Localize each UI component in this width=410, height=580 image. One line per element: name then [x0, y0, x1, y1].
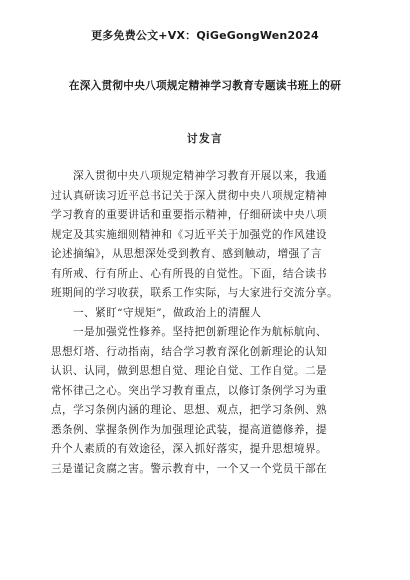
body-line: 规定及其实施细则精神和《习近平关于加强党的作风建设: [51, 228, 328, 241]
document-title-line-2: 讨发言: [186, 133, 224, 145]
body-line: 点，学习条例内涵的理论、思想、观点，把学习条例、熟: [51, 404, 328, 416]
body-line: 升个人素质的有效途径，深入抓好落实，提升思想境界。: [51, 443, 328, 455]
watermark-header: 更多免费公文+VX：QiGeGongWen2024: [91, 29, 319, 42]
body-line: 常怀律己之心。突出学习教育重点，以修订条例学习为重: [51, 384, 328, 397]
body-line: 论述摘编》，从思想深处受到教育、感到触动，增强了言: [51, 248, 322, 260]
document-body: [51, 167, 359, 479]
body-line: 学习教育的重要讲话和重要指示精神，仔细研读中央八项: [51, 209, 328, 221]
body-line: 思想灯塔、行动指南，结合学习教育深化创新理论的认知: [51, 345, 328, 358]
section-heading: 一、紧盯“守规矩”，做政治上的清醒人: [73, 306, 262, 319]
body-line: 三是谨记贪腐之害。警示教育中，一个又一个党员干部在: [51, 462, 328, 475]
body-line: 一是加强党性修养。坚持把创新理论作为航标航向、: [73, 326, 328, 338]
document-title-line-1: 在深入贯彻中央八项规定精神学习教育专题读书班上的研: [68, 80, 342, 92]
body-line: 深入贯彻中央八项规定精神学习教育开展以来，我通: [73, 170, 328, 182]
body-line: 认识、认同，做到思想自觉、理论自觉、工作自觉。二是: [51, 365, 328, 377]
body-line: 有所戒、行有所止、心有所畏的自觉性。下面，结合读书: [51, 267, 328, 280]
body-line: 班期间的学习收获，联系工作实际，与大家进行交流分享。: [51, 287, 339, 299]
body-line: 过认真研读习近平总书记关于深入贯彻中央八项规定精神: [51, 189, 328, 202]
body-line: 悉条例、掌握条例作为加强理论武装，提高道德修养，提: [51, 423, 328, 436]
